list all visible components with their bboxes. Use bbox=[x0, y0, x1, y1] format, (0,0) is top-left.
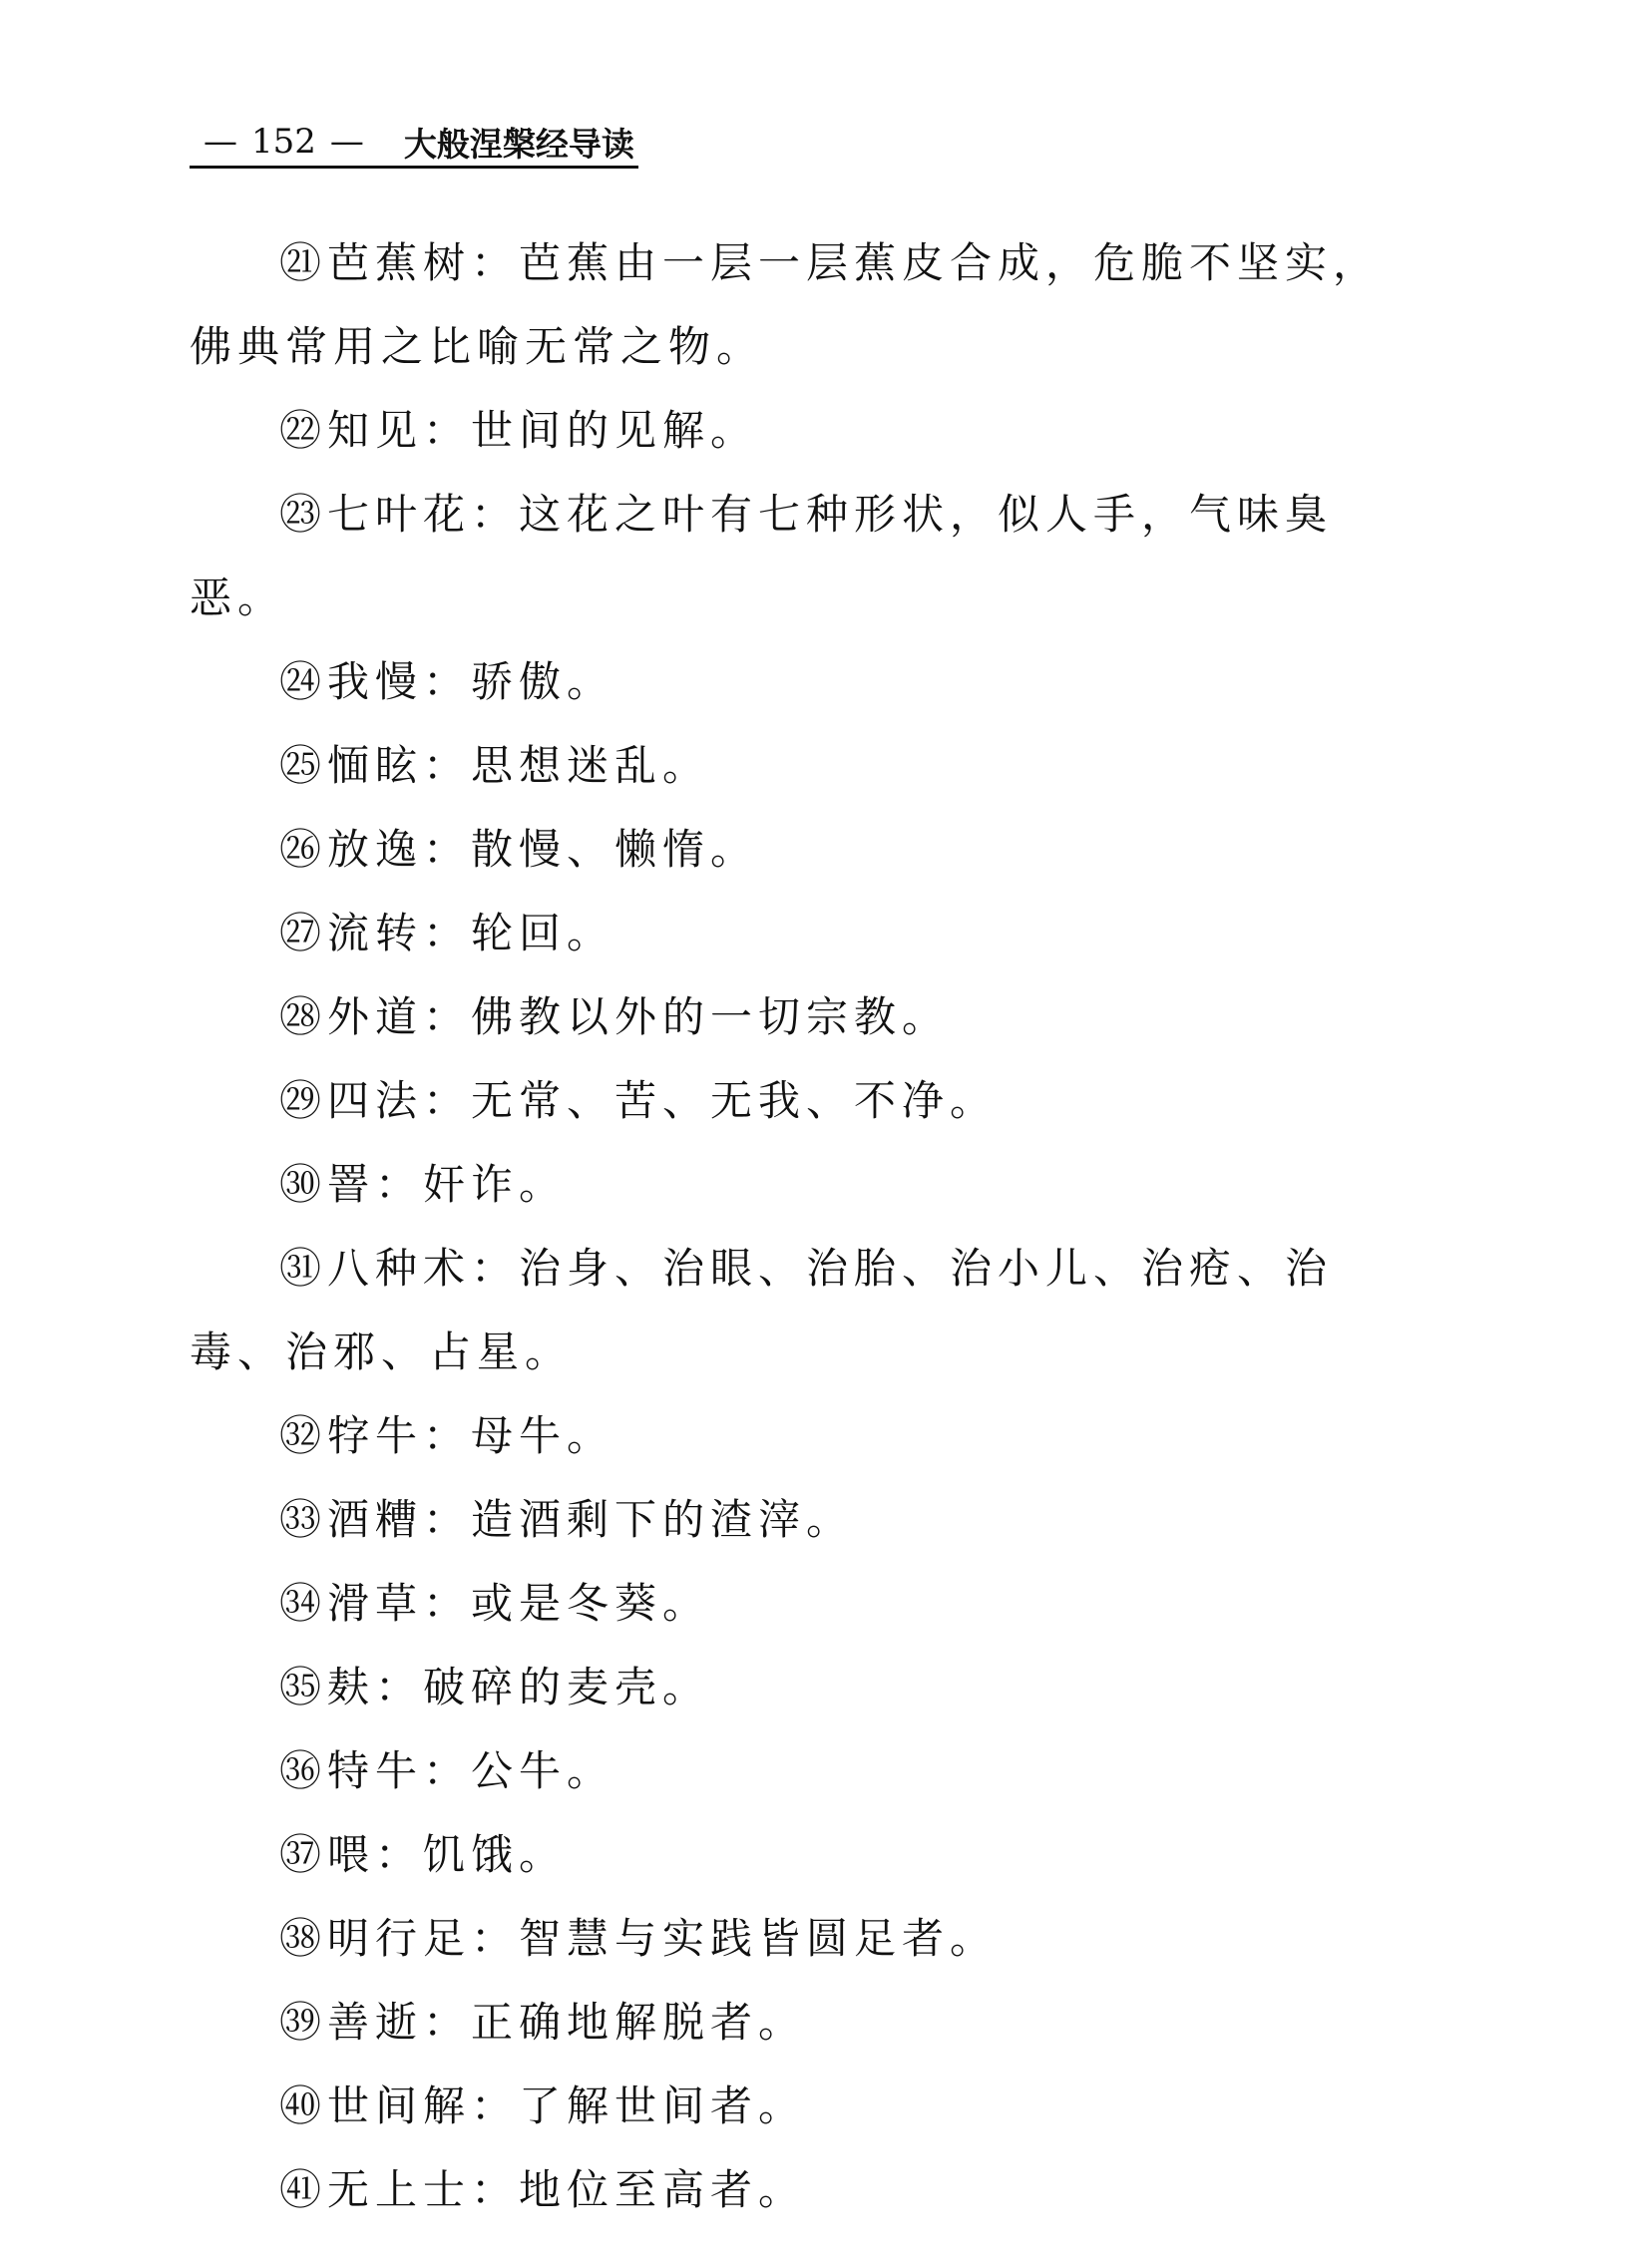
footnote-24: ㉔我慢：骄傲。 bbox=[279, 657, 615, 706]
footnote-28: ㉘外道：佛教以外的一切宗教。 bbox=[279, 992, 951, 1041]
footnote-37: ㊲喂：饥饿。 bbox=[279, 1830, 568, 1879]
header-dash-right: — bbox=[329, 122, 364, 162]
running-header bbox=[190, 118, 638, 169]
footnote-23: ㉓七叶花：这花之叶有七种形状，似人手，气味臭恶。 bbox=[190, 490, 1334, 622]
footnote-30: ㉚罯：奸诈。 bbox=[279, 1160, 568, 1209]
footnote-39: ㊴善逝：正确地解脱者。 bbox=[279, 1998, 807, 2047]
footnotes-list bbox=[190, 221, 1426, 2232]
footnote-31: ㉛八种术：治身、治眼、治胎、治小儿、治疮、治毒、治邪、占星。 bbox=[190, 1244, 1334, 1376]
book-title: 大般涅槃经导读 bbox=[403, 124, 634, 164]
footnote-21: ㉑芭蕉树：芭蕉由一层一层蕉皮合成，危脆不坚实，佛典常用之比喻无常之物。 bbox=[190, 238, 1382, 371]
footnote-41: ㊶无上士：地位至高者。 bbox=[279, 2165, 807, 2214]
footnote-34: ㉞滑草：或是冬葵。 bbox=[279, 1579, 711, 1628]
footnote-29: ㉙四法：无常、苦、无我、不净。 bbox=[279, 1076, 999, 1125]
footnote-25: ㉕愐眩：思想迷乱。 bbox=[279, 741, 711, 790]
footnote-36: ㊱特牛：公牛。 bbox=[279, 1746, 615, 1795]
footnote-26: ㉖放逸：散慢、懒惰。 bbox=[279, 825, 759, 874]
footnote-22: ㉒知见：世间的见解。 bbox=[279, 406, 759, 455]
header-dash-left: — bbox=[204, 122, 237, 162]
footnote-40: ㊵世间解：了解世间者。 bbox=[279, 2081, 807, 2130]
page-number: 152 bbox=[251, 122, 316, 162]
footnote-35: ㉟麸：破碎的麦壳。 bbox=[279, 1663, 711, 1711]
footnote-38: ㊳明行足：智慧与实践皆圆足者。 bbox=[279, 1914, 999, 1963]
footnote-27: ㉗流转：轮回。 bbox=[279, 909, 615, 957]
footnote-33: ㉝酒糟：造酒剩下的渣滓。 bbox=[279, 1495, 855, 1544]
footnote-32: ㉜牸牛：母牛。 bbox=[279, 1411, 615, 1460]
